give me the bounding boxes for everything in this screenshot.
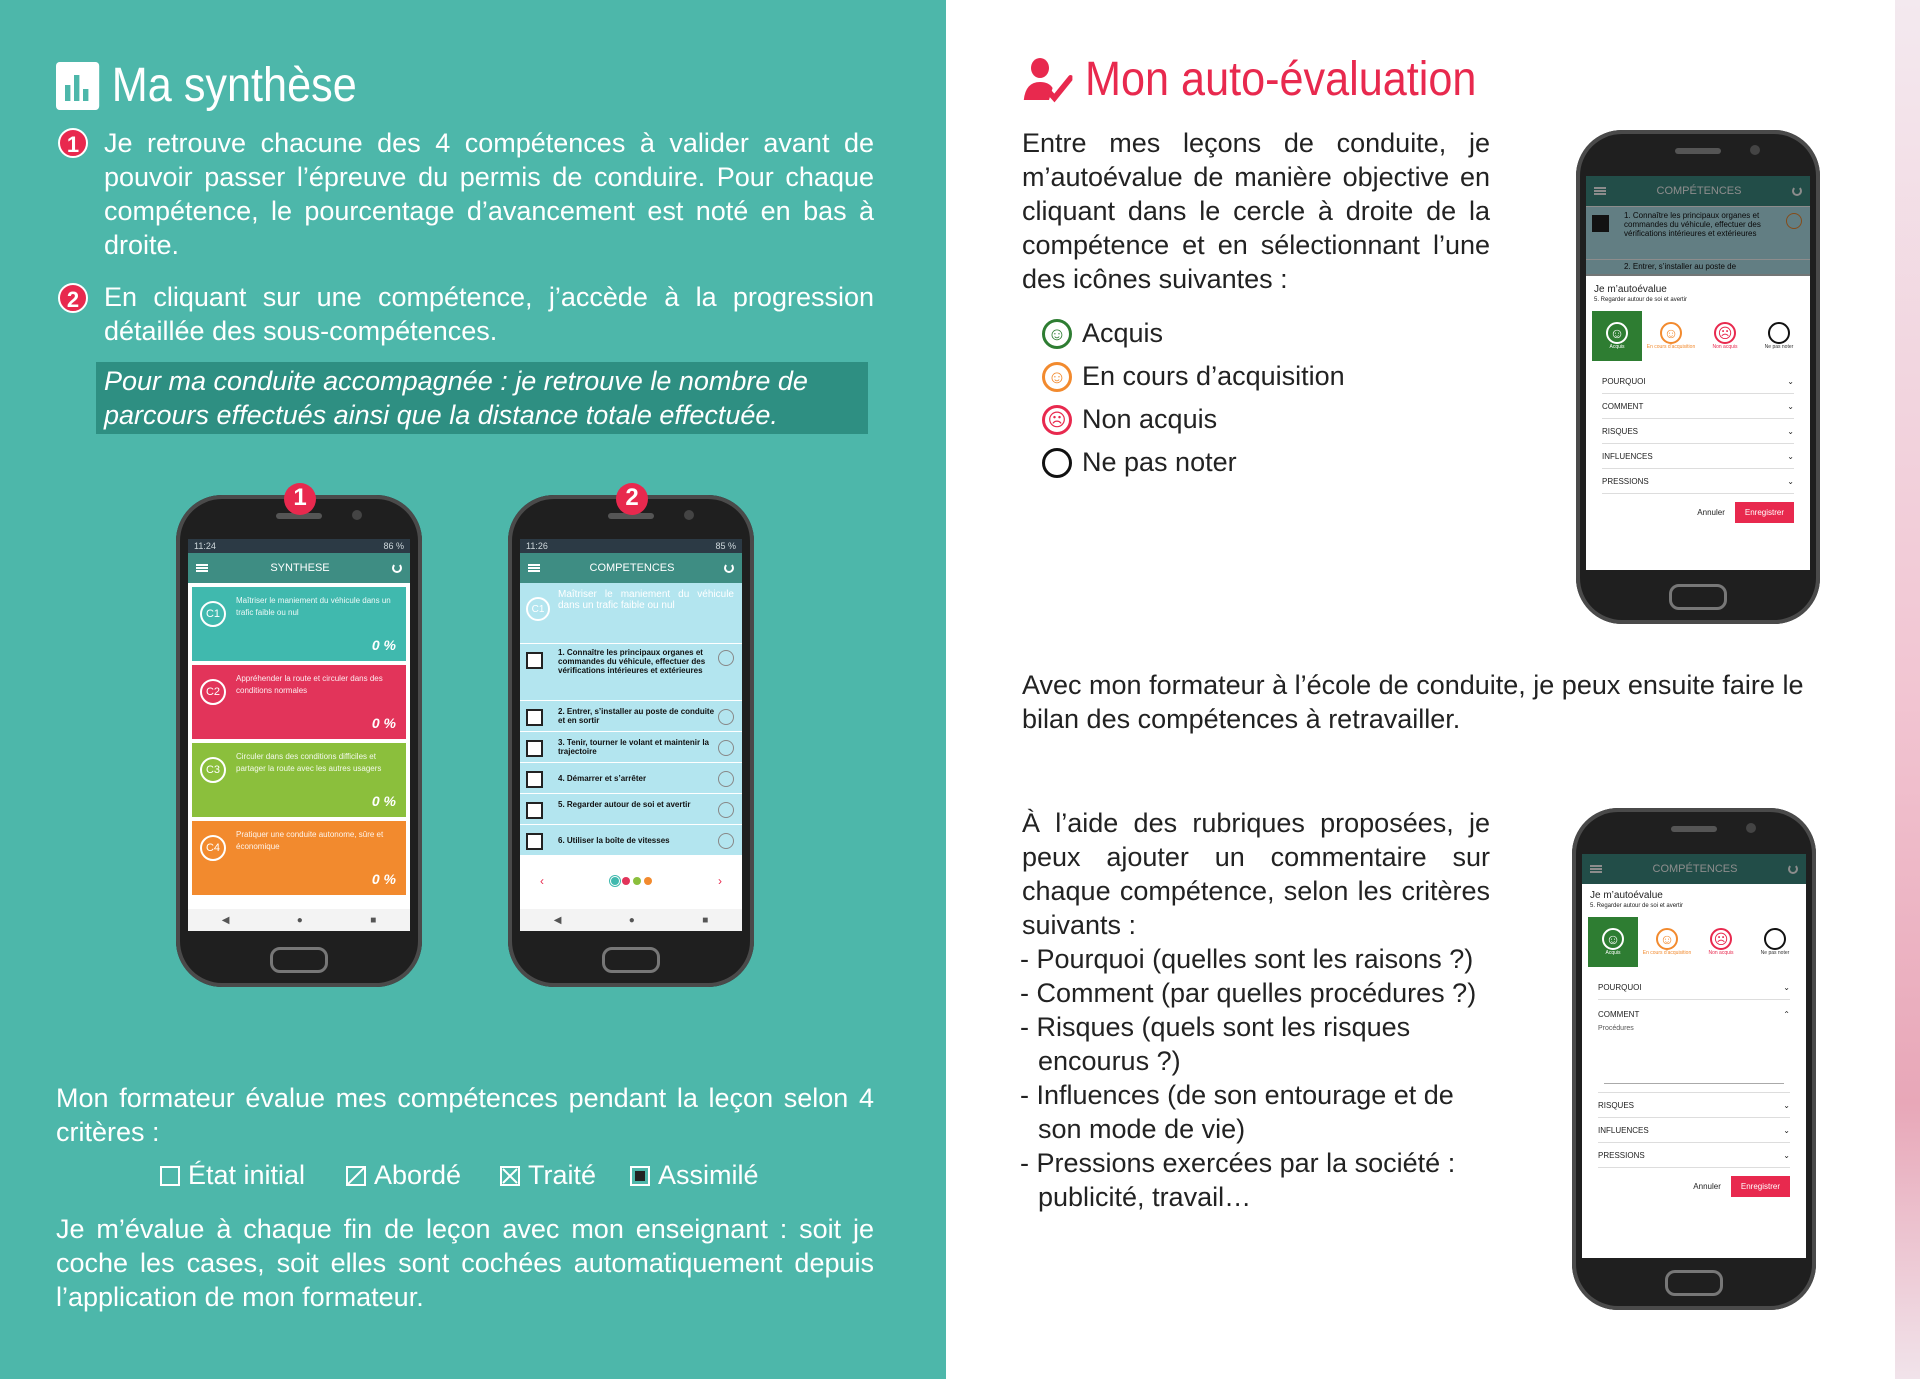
sub-competence-row[interactable]: [520, 731, 742, 762]
row-text: 2. Entrer, s’installer au poste de: [1624, 262, 1737, 271]
card-text: Appréhender la route et circuler dans des conditions normales: [236, 674, 383, 695]
option-en-cours[interactable]: [1646, 311, 1696, 361]
option-label: Acquis: [1605, 950, 1621, 956]
criteria-etat-initial: [160, 1160, 305, 1191]
step-number-1: 1: [58, 128, 88, 158]
neutral-face-icon: ☺: [1660, 322, 1682, 344]
criteria-label: Abordé: [374, 1160, 462, 1190]
phone-auto-evaluation: [1576, 130, 1820, 624]
chevron-down-icon: ⌄: [1783, 982, 1790, 992]
comment-modal: [1582, 884, 1806, 1258]
card-percent: 0 %: [371, 793, 396, 809]
left-panel: [0, 0, 946, 1379]
accordion-comment[interactable]: [1602, 394, 1794, 419]
card-percent: 0 %: [371, 871, 396, 887]
eval-circle[interactable]: [718, 740, 734, 756]
section-title-auto-evaluation: [1022, 52, 1476, 107]
row-text: 4. Démarrer et s’arrêter: [558, 774, 647, 783]
list-item: - Pressions exercées par la société : publicité, travail…: [1020, 1148, 1456, 1212]
legend-non-acquis: [1042, 404, 1217, 435]
criteria-list: [1020, 942, 1480, 1214]
sub-competence-row[interactable]: [520, 824, 742, 855]
criteria-label: État initial: [188, 1160, 306, 1190]
eval-circle[interactable]: [718, 709, 734, 725]
section-title-synthese: [56, 58, 357, 113]
phone-badge-1: 1: [284, 483, 316, 515]
menu-icon[interactable]: [528, 564, 540, 572]
sad-face-icon: ☹: [1714, 322, 1736, 344]
phone-competences: [508, 484, 754, 987]
cancel-button[interactable]: Annuler: [1697, 508, 1725, 517]
bar-chart-icon: [56, 62, 99, 110]
eval-circle[interactable]: [718, 802, 734, 818]
option-acquis[interactable]: [1592, 311, 1642, 361]
auto-evaluation-title: Mon auto-évaluation: [1085, 53, 1477, 106]
accordion-pressions[interactable]: [1598, 1143, 1790, 1168]
modal-subtitle: 5. Regarder autour de soi et avertir: [1594, 297, 1688, 303]
legend-label: Acquis: [1082, 318, 1164, 348]
criteria-label: Traité: [528, 1160, 597, 1190]
accordion-label: INFLUENCES: [1598, 1125, 1649, 1135]
card-text: Circuler dans des conditions difficiles et partager la route avec les autres usagers: [236, 752, 382, 773]
accordion-comment-open[interactable]: [1598, 1006, 1790, 1093]
synthese-screen-title: SYNTHESE: [270, 562, 330, 574]
smile-face-icon: ☺: [1042, 319, 1072, 349]
sad-face-icon: ☹: [1710, 928, 1732, 950]
eval-circle[interactable]: [718, 650, 734, 666]
pager: [520, 861, 742, 901]
accordion-influences[interactable]: [1602, 444, 1794, 469]
row-text: 6. Utiliser la boîte de vitesses: [558, 836, 670, 845]
cross-box-icon: [500, 1166, 520, 1186]
option-en-cours[interactable]: [1642, 917, 1692, 967]
home-icon[interactable]: ●: [628, 914, 635, 926]
back-icon[interactable]: ◀: [221, 914, 230, 926]
phone-commentaires: [1572, 808, 1816, 1310]
accordion-label: COMMENT: [1602, 401, 1644, 411]
recents-icon[interactable]: ■: [370, 914, 377, 926]
competence-title: Maîtriser le maniement du véhicule dans un trafic faible ou nul: [558, 589, 734, 611]
chevron-down-icon: ⌄: [1787, 426, 1794, 436]
option-label: Non acquis: [1708, 950, 1734, 956]
card-badge: C1: [200, 601, 226, 627]
phone-badge-2: 2: [616, 483, 648, 515]
legend-ne-pas-noter: [1042, 447, 1237, 478]
accordion-label: RISQUES: [1598, 1100, 1635, 1110]
option-non-acquis[interactable]: [1700, 311, 1750, 361]
user-check-icon: [1022, 56, 1072, 104]
accordion-pourquoi[interactable]: [1602, 369, 1794, 394]
list-item: - Influences (de son entourage et de son mode de vie): [1020, 1080, 1454, 1144]
home-icon[interactable]: ●: [296, 914, 303, 926]
empty-circle-icon: [1768, 322, 1790, 344]
conduite-accompagnee-note: Pour ma conduite accompagnée : je retrouve le nombre de parcours effectués ainsi que la distance totale effectuée.: [96, 362, 868, 434]
competences-screen-title: COMPETENCES: [589, 562, 675, 574]
eval-circle[interactable]: [718, 771, 734, 787]
neutral-face-icon: ☺: [1656, 928, 1678, 950]
screen-title: COMPÉTENCES: [1652, 863, 1738, 875]
legend-label: Ne pas noter: [1082, 447, 1237, 477]
smile-face-icon: ☺: [1606, 322, 1628, 344]
accordion-label: POURQUOI: [1602, 376, 1646, 386]
chevron-down-icon: ⌄: [1783, 1100, 1790, 1110]
auto-eval-paragraph: Je m’évalue à chaque fin de leçon avec mon enseignant : soit je coche les cases, soit elles sont cochées automatiquement depuis l’application de mon formateur.: [56, 1214, 874, 1312]
criteria-traite: [500, 1160, 596, 1191]
competence-card-c3[interactable]: [192, 743, 406, 817]
cancel-button[interactable]: Annuler: [1693, 1182, 1721, 1191]
accordion-pourquoi[interactable]: [1598, 975, 1790, 1000]
accordion-label: PRESSIONS: [1598, 1150, 1645, 1160]
accordion-label: INFLUENCES: [1602, 451, 1653, 461]
row-text: 1. Connaître les principaux organes et commandes du véhicule, effectuer des vérifications intérieures et extérieures: [558, 648, 706, 675]
status-battery: 86 %: [383, 541, 404, 551]
eval-circle[interactable]: [718, 833, 734, 849]
paragraph-1: Je retrouve chacune des 4 compétences à valider avant de pouvoir passer l’épreuve du permis de conduire. Pour chaque compétence, le pourcentage d’avancement est noté en bas à droite.: [104, 128, 874, 260]
save-button[interactable]: Enregistrer: [1735, 502, 1794, 523]
screen-title: COMPÉTENCES: [1656, 185, 1742, 197]
phone-synthese: [176, 484, 422, 987]
sub-competence-row[interactable]: [520, 793, 742, 824]
paragraph-2: En cliquant sur une compétence, j’accède à la progression détaillée des sous-compétences.: [104, 282, 874, 346]
prev-arrow-icon[interactable]: ‹: [540, 874, 544, 888]
option-label: En cours d'acquisition: [1642, 950, 1692, 956]
modal-title: Je m’autoévalue: [1594, 284, 1667, 295]
list-item: - Pourquoi (quelles sont les raisons ?): [1020, 944, 1474, 974]
chevron-down-icon: ⌄: [1787, 476, 1794, 486]
back-icon[interactable]: ◀: [553, 914, 562, 926]
row-text: 1. Connaître les principaux organes et commandes du véhicule, effectuer des vérifications intérieures et extérieures: [1624, 211, 1761, 238]
formateur-paragraph: Mon formateur évalue mes compétences pendant la leçon selon 4 critères :: [56, 1083, 874, 1147]
list-item: - Comment (par quelles procédures ?): [1020, 978, 1477, 1008]
status-battery: 85 %: [715, 541, 736, 551]
option-label: Ne pas noter: [1764, 344, 1794, 350]
intro-paragraph: Entre mes leçons de conduite, je m’autoévalue de manière objective en cliquant dans le cercle à droite de la compétence et en sélectionnant l’une des icônes suivantes :: [1022, 128, 1490, 294]
competence-dots: [611, 877, 652, 885]
card-percent: 0 %: [371, 637, 396, 653]
option-acquis[interactable]: [1588, 917, 1638, 967]
chevron-down-icon: ⌄: [1787, 401, 1794, 411]
chevron-down-icon: ⌄: [1783, 1150, 1790, 1160]
neutral-face-icon: ☺: [1042, 362, 1072, 392]
filled-box-icon: [630, 1166, 650, 1186]
power-icon[interactable]: [392, 563, 402, 573]
accordion-pressions[interactable]: [1602, 469, 1794, 494]
modal-subtitle: 5. Regarder autour de soi et avertir: [1590, 903, 1684, 909]
next-arrow-icon[interactable]: ›: [718, 874, 722, 888]
slash-box-icon: [346, 1166, 366, 1186]
legend-acquis: [1042, 318, 1163, 349]
accordion-risques[interactable]: [1602, 419, 1794, 444]
status-time: 11:26: [526, 541, 548, 551]
auto-eval-modal: [1586, 276, 1810, 570]
chevron-up-icon: ⌃: [1783, 1010, 1790, 1019]
accordion-label: PRESSIONS: [1602, 476, 1649, 486]
sub-competence-row[interactable]: [520, 700, 742, 731]
status-time: 11:24: [194, 541, 216, 551]
recents-icon[interactable]: ■: [702, 914, 709, 926]
sub-competence-row[interactable]: [520, 762, 742, 793]
option-label: En cours d'acquisition: [1646, 344, 1696, 350]
accordion-label: RISQUES: [1602, 426, 1639, 436]
option-ne-pas-noter[interactable]: [1754, 311, 1804, 361]
row-text: 5. Regarder autour de soi et avertir: [558, 800, 691, 809]
save-button[interactable]: Enregistrer: [1731, 1176, 1790, 1197]
card-badge: C3: [200, 757, 226, 783]
competence-card-c2[interactable]: [192, 665, 406, 739]
empty-box-icon: [160, 1166, 180, 1186]
accordion-risques[interactable]: [1598, 1093, 1790, 1118]
option-label: Ne pas noter: [1760, 950, 1790, 956]
card-badge: C2: [200, 679, 226, 705]
legend-label: En cours d’acquisition: [1082, 361, 1345, 391]
chevron-down-icon: ⌄: [1787, 376, 1794, 386]
power-icon[interactable]: [724, 563, 734, 573]
criteria-aborde: [346, 1160, 461, 1191]
synthese-title: Ma synthèse: [111, 59, 357, 112]
legend-label: Non acquis: [1082, 404, 1218, 434]
bilan-paragraph: Avec mon formateur à l’école de conduite, je peux ensuite faire le bilan des compétences à retravailler.: [1022, 670, 1804, 734]
sad-face-icon: ☹: [1042, 405, 1072, 435]
accordion-influences[interactable]: [1598, 1118, 1790, 1143]
legend-en-cours: [1042, 361, 1345, 392]
comment-textarea[interactable]: Procédures: [1598, 1025, 1634, 1032]
option-label: Non acquis: [1712, 344, 1738, 350]
criteria-label: Assimilé: [658, 1160, 759, 1190]
card-text: Maîtriser le maniement du véhicule dans un trafic faible ou nul: [236, 596, 391, 617]
competence-card-c1[interactable]: [192, 587, 406, 661]
option-non-acquis[interactable]: [1696, 917, 1746, 967]
smile-face-icon: ☺: [1602, 928, 1624, 950]
option-ne-pas-noter[interactable]: [1750, 917, 1800, 967]
empty-circle-icon: [1764, 928, 1786, 950]
modal-title: Je m’autoévalue: [1590, 890, 1663, 901]
row-text: 3. Tenir, tourner le volant et maintenir la trajectoire: [558, 738, 709, 756]
card-text: Pratiquer une conduite autonome, sûre et économique: [236, 830, 384, 851]
competence-card-c4[interactable]: [192, 821, 406, 895]
row-text: 2. Entrer, s’installer au poste de conduite et en sortir: [558, 707, 715, 725]
card-badge: C4: [200, 835, 226, 861]
rubriques-paragraph: À l’aide des rubriques proposées, je peux ajouter un commentaire sur chaque compétence, selon les critères suivants :: [1022, 808, 1490, 940]
sub-competence-row[interactable]: [520, 643, 742, 700]
chevron-down-icon: ⌄: [1783, 1125, 1790, 1135]
card-percent: 0 %: [371, 715, 396, 731]
chevron-down-icon: ⌄: [1787, 451, 1794, 461]
competence-header: [520, 583, 742, 643]
page-edge-photo: [1895, 0, 1920, 1379]
step-number-2: 2: [58, 283, 88, 313]
empty-circle-icon: [1042, 448, 1072, 478]
accordion-label: COMMENT: [1598, 1010, 1640, 1019]
accordion-label: POURQUOI: [1598, 982, 1642, 992]
menu-icon[interactable]: [196, 564, 208, 572]
criteria-assimile: [630, 1160, 759, 1191]
list-item: - Risques (quels sont les risques encourus ?): [1020, 1012, 1411, 1076]
option-label: Acquis: [1609, 344, 1625, 350]
competence-badge: C1: [526, 597, 550, 621]
